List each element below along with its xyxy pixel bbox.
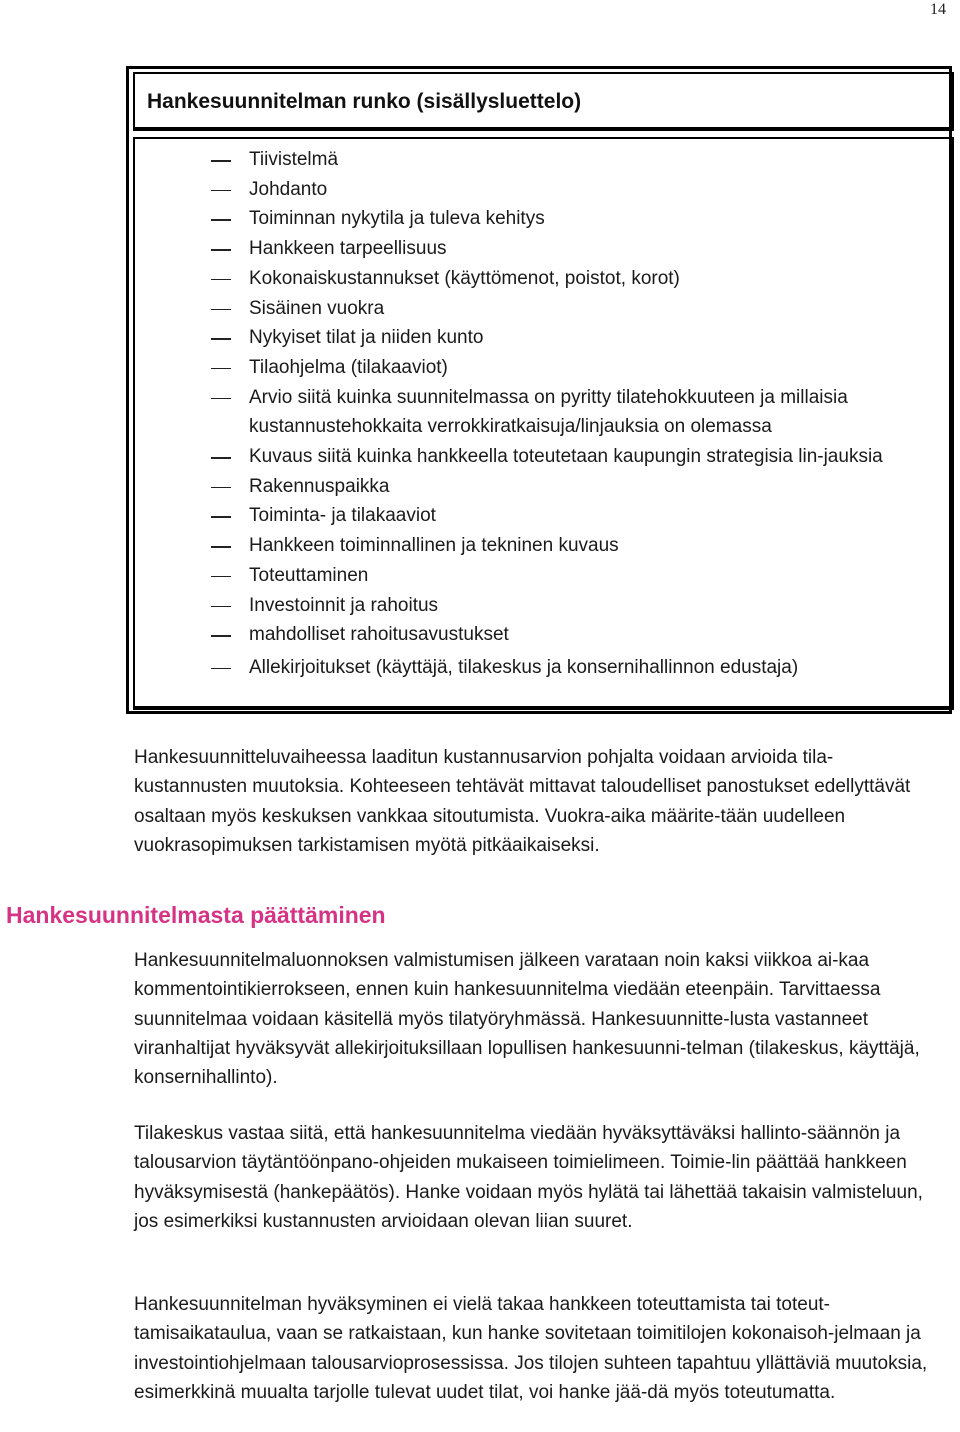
dash-bullet bbox=[211, 516, 231, 518]
dash-bullet bbox=[211, 309, 231, 311]
dash-bullet bbox=[211, 487, 231, 489]
toc-item bbox=[135, 294, 950, 324]
toc-item bbox=[135, 620, 950, 650]
page-number: 14 bbox=[930, 1, 946, 18]
toc-item-text: Tiivistelmä bbox=[249, 149, 339, 170]
paragraph-implementation: Hankesuunnitelman hyväksyminen ei vielä takaa hankkeen toteuttamista tai toteut-tamisaikataulua, vaan se ratkaistaan, kun hanke sovitetaan toimitilojen kokonaisoh-jelmaan ja investointiohjelmaan talousarvioprosessissa. Jos tilojen suhteen tapahtuu yllättäviä muutoksia, esimerkkinä muualta tarjolle tulevat uudet tilat, voi hanke jää-dä myös toteutumatta. bbox=[134, 1294, 928, 1403]
toc-item bbox=[135, 501, 950, 531]
toc-item bbox=[135, 442, 950, 472]
toc-item bbox=[135, 204, 950, 234]
dash-bullet bbox=[211, 606, 231, 608]
toc-item bbox=[135, 653, 950, 683]
toc-item-text: mahdolliset rahoitusavustukset bbox=[249, 624, 509, 646]
toc-list bbox=[135, 145, 950, 683]
paragraph-cost-estimate: Hankesuunnitteluvaiheessa laaditun kustannusarvion pohjalta voidaan arvioida tila-kustannusten muutoksia. Kohteeseen tehtävät mittavat taloudelliset panostukset edellyttävät osaltaan myös keskuksen vankkaa sitoutumista. Vuokra-aika määrite-tään uudelleen vuokrasopimuksen tarkistamisen myötä pitkäaikaiseksi. bbox=[134, 747, 911, 856]
dash-bullet bbox=[211, 160, 231, 162]
toc-title-box bbox=[133, 72, 954, 131]
toc-item bbox=[135, 383, 950, 442]
toc-item bbox=[135, 561, 950, 591]
toc-item bbox=[135, 531, 950, 561]
toc-item bbox=[135, 145, 950, 175]
dash-bullet bbox=[211, 635, 231, 637]
dash-bullet bbox=[211, 576, 231, 578]
dash-bullet bbox=[211, 219, 231, 221]
toc-list-box bbox=[133, 137, 954, 710]
toc-item-text: Arvio siitä kuinka suunnitelmassa on pyritty tilatehokkuuteen ja millaisia kustannustehokkaita verrokkiratkaisuja/linjauksia on olemassa bbox=[249, 386, 848, 438]
toc-item-text: Hankkeen toiminnallinen ja tekninen kuvaus bbox=[249, 535, 619, 557]
toc-item bbox=[135, 175, 950, 205]
paragraph-comment-round: Hankesuunnitelmaluonnoksen valmistumisen jälkeen varataan noin kaksi viikkoa ai-kaa kommentointikierrokseen, ennen kuin hankesuunnitelma viedään eteenpäin. Tarvittaessa suunnitelmaa voidaan käsitellä myös tilatyöryhmässä. Hankesuunnitte-lusta vastanneet viranhaltijat hyväksyvät allekirjoituksillaan lopullisen hankesuunni-telman (tilakeskus, käyttäjä, konsernihallinto). bbox=[134, 950, 920, 1089]
toc-item bbox=[135, 264, 950, 294]
toc-item-text: Toiminta- ja tilakaaviot bbox=[249, 505, 436, 527]
toc-item bbox=[135, 353, 950, 383]
dash-bullet bbox=[211, 279, 231, 281]
toc-item-text: Hankkeen tarpeellisuus bbox=[249, 238, 447, 260]
toc-title: Hankesuunnitelman runko (sisällysluettelo) bbox=[147, 90, 582, 113]
dash-bullet bbox=[211, 368, 231, 370]
dash-bullet bbox=[211, 546, 231, 548]
toc-item-text: Toteuttaminen bbox=[249, 564, 369, 586]
paragraph-approval: Tilakeskus vastaa siitä, että hankesuunnitelma viedään hyväksyttäväksi hallinto-säännön ja talousarvion täytäntöönpano-ohjeiden mukaiseen toimielimeen. Toimie-lin päättää hankkeen hyväksymisestä (hankepäätös). Hanke voidaan myös hylätä tai lähettää takaisin valmisteluun, jos esimerkiksi kustannusten arvioidaan olevan liian suuret. bbox=[134, 1123, 923, 1232]
toc-item-text: Johdanto bbox=[249, 178, 328, 200]
section-heading: Hankesuunnitelmasta päättäminen bbox=[6, 902, 386, 928]
dash-bullet bbox=[211, 398, 231, 400]
toc-item-text: Kokonaiskustannukset (käyttömenot, poistot, korot) bbox=[249, 267, 680, 289]
toc-item bbox=[135, 234, 950, 264]
toc-item-text: Investoinnit ja rahoitus bbox=[249, 594, 439, 616]
toc-item-text: Toiminnan nykytila ja tuleva kehitys bbox=[249, 208, 545, 230]
toc-item-text: Rakennuspaikka bbox=[249, 475, 390, 497]
toc-item-text: Nykyiset tilat ja niiden kunto bbox=[249, 327, 484, 349]
toc-item-text: Sisäinen vuokra bbox=[249, 297, 385, 319]
toc-item-text: Tilaohjelma (tilakaaviot) bbox=[249, 356, 448, 378]
dash-bullet bbox=[211, 338, 231, 340]
dash-bullet bbox=[211, 249, 231, 251]
toc-item bbox=[135, 323, 950, 353]
dash-bullet bbox=[211, 668, 231, 670]
dash-bullet bbox=[211, 457, 231, 459]
dash-bullet bbox=[211, 190, 231, 192]
toc-item bbox=[135, 472, 950, 502]
toc-item bbox=[135, 591, 950, 621]
toc-item-text: Kuvaus siitä kuinka hankkeella toteutetaan kaupungin strategisia lin-jauksia bbox=[249, 446, 883, 468]
toc-item-text: Allekirjoitukset (käyttäjä, tilakeskus ja konsernihallinnon edustaja) bbox=[249, 656, 799, 678]
